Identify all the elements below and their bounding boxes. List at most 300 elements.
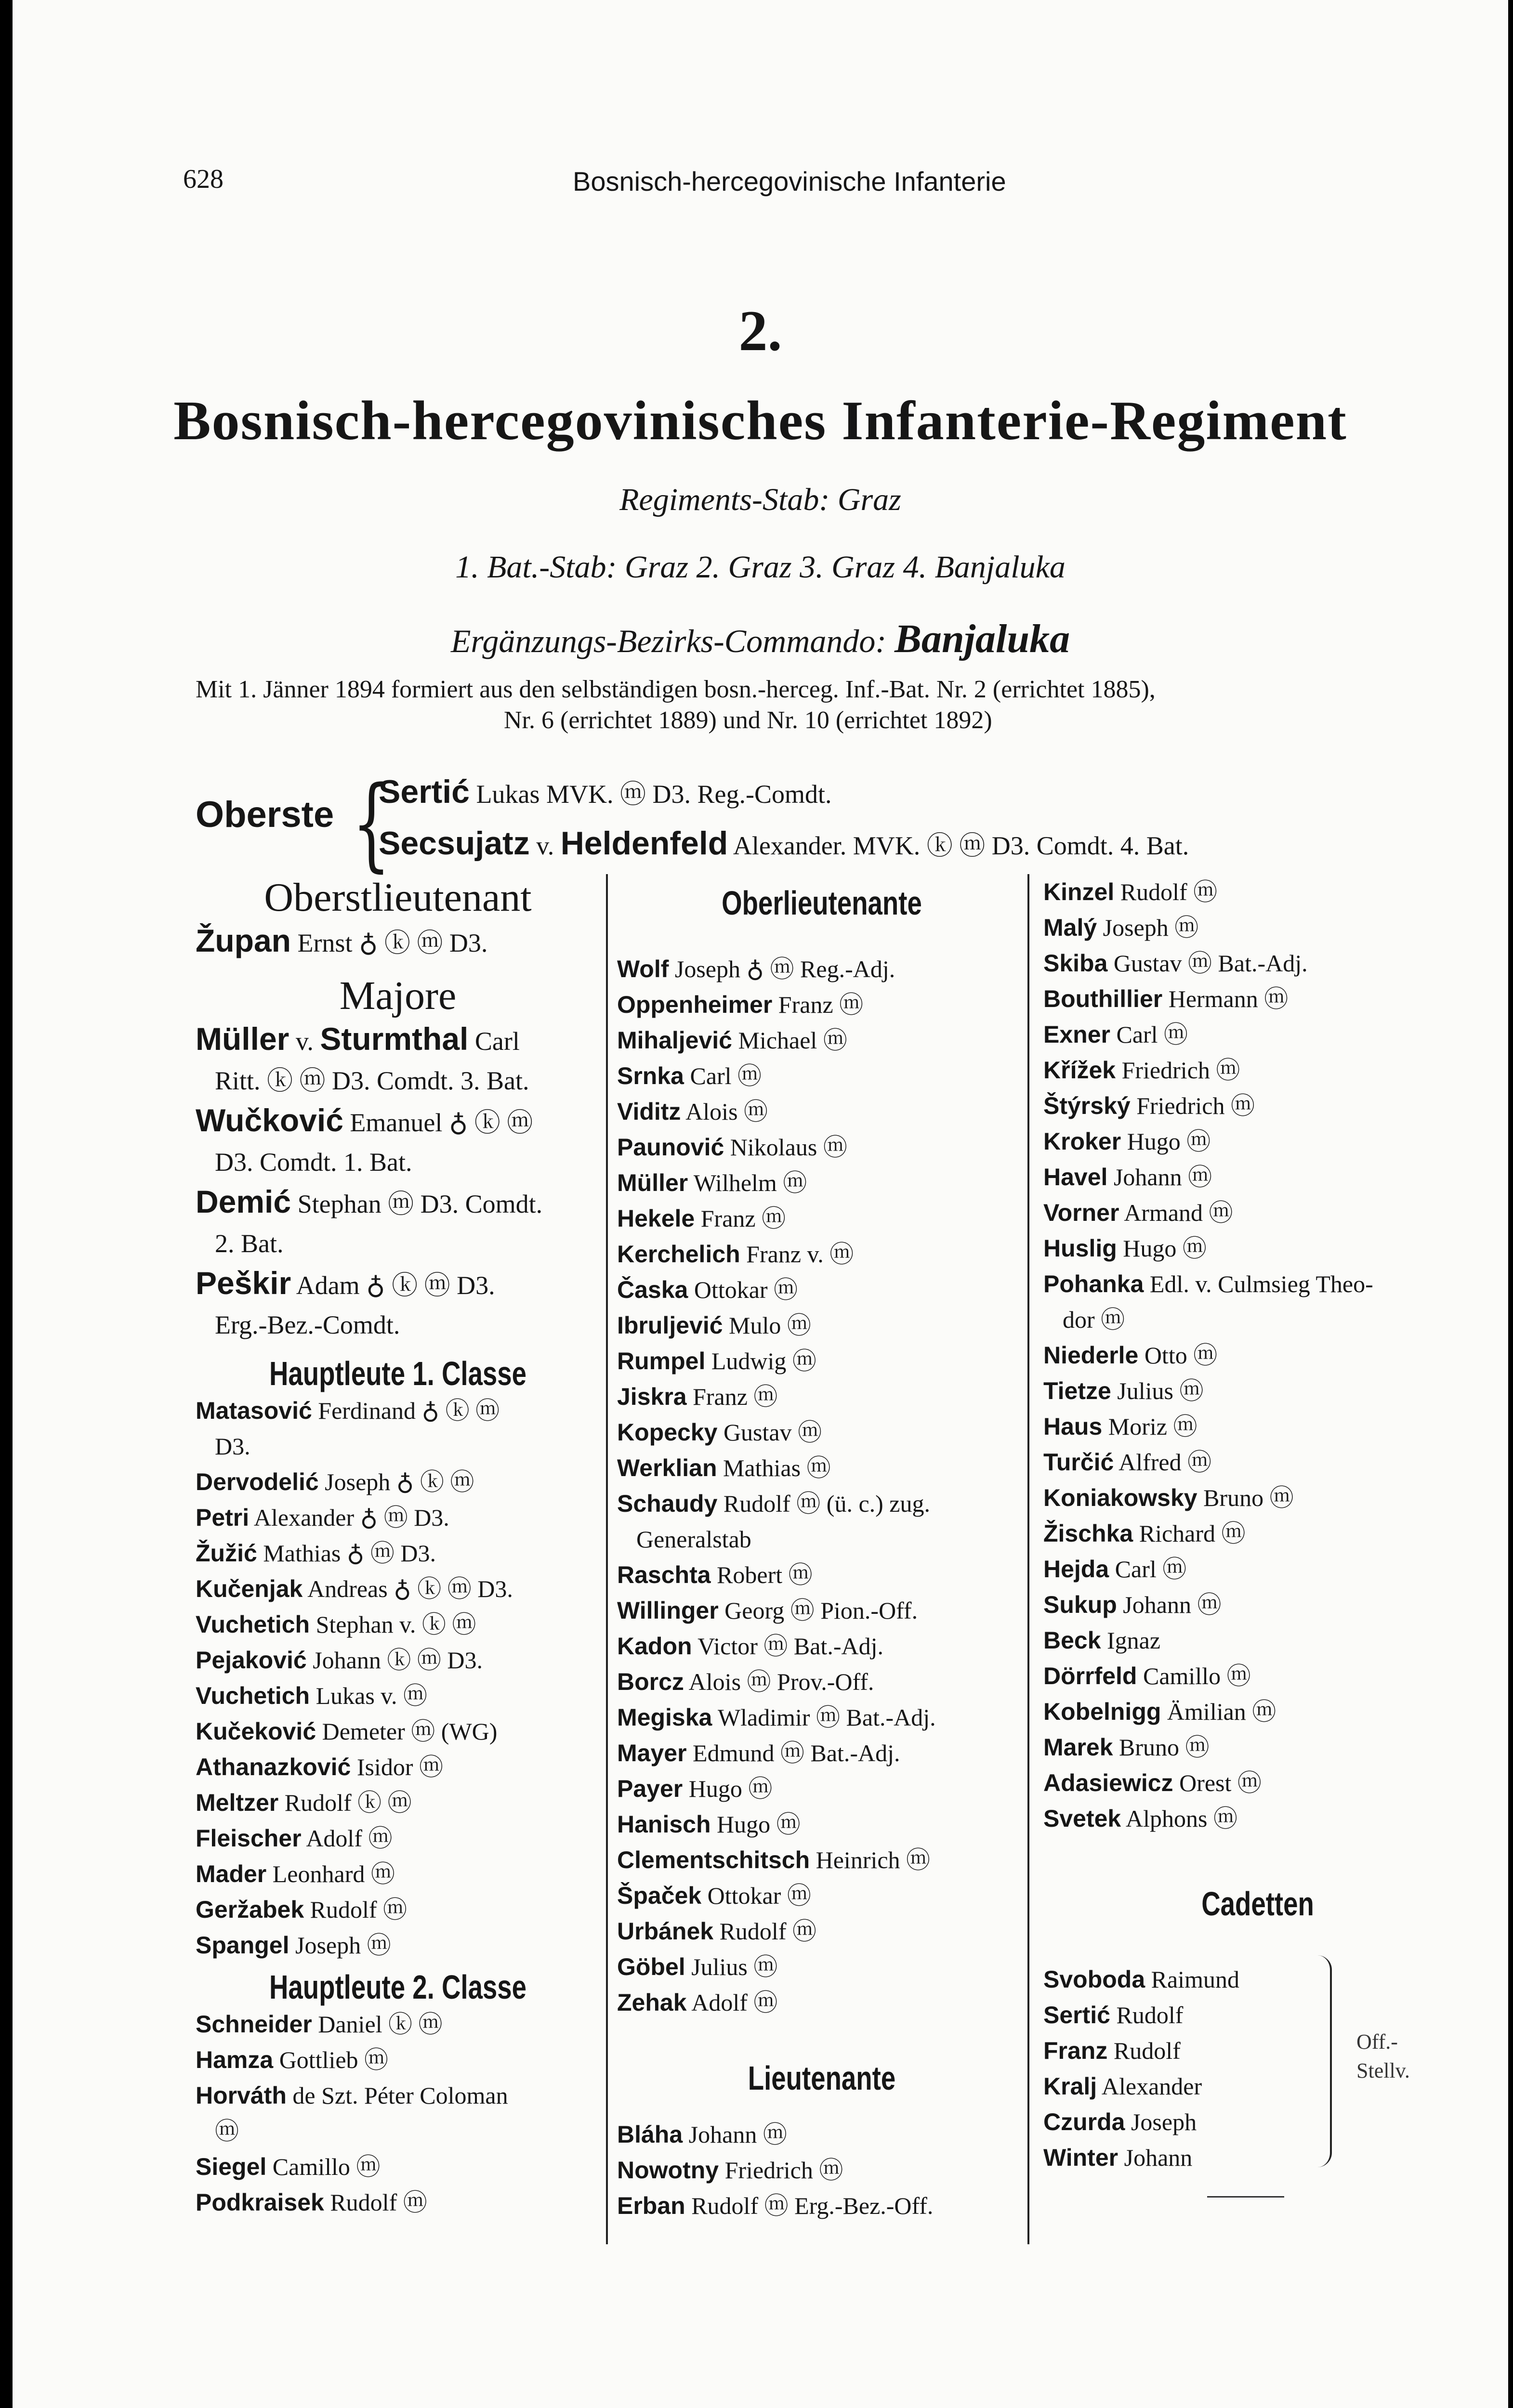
entry-name: Paunović <box>617 1134 724 1161</box>
document-page <box>13 0 1508 2408</box>
entry-name: Megiska <box>617 1704 712 1731</box>
heading-lieutenante: Lieutenante <box>748 2059 896 2097</box>
entry-name: Exner <box>1043 1021 1110 1048</box>
entry-name-2: Sturmthal <box>320 1021 469 1057</box>
entry-rest: Johann ⓜ <box>1113 1164 1212 1191</box>
running-header <box>13 164 1508 202</box>
entry-rest: Ferdinand ♁ ⓚ ⓜ <box>318 1397 500 1424</box>
column-divider-1 <box>606 874 608 2244</box>
entry-rest: Rudolf ⓜ <box>719 1918 816 1945</box>
entry-name: Winter <box>1043 2144 1118 2171</box>
list-item <box>1043 1516 1472 1551</box>
entry-rest: Michael ⓜ <box>738 1027 847 1054</box>
entry-name: Kadon <box>617 1633 692 1660</box>
list-item <box>617 1628 1026 1664</box>
list-item <box>1043 1801 1472 1836</box>
entry-name: Müller <box>196 1021 289 1057</box>
entry-rest: Richard ⓜ <box>1139 1520 1246 1547</box>
entry-rest: Hugo ⓜ <box>717 1811 801 1838</box>
entry-rest: Ernst ♁ ⓚ ⓜ D3. <box>297 929 488 957</box>
entry-rest: Camillo ⓜ <box>1143 1662 1251 1689</box>
list-item <box>617 1913 1026 1949</box>
entry-rest: Alexander ♁ ⓜ D3. <box>253 1504 449 1531</box>
list-item <box>617 1022 1026 1058</box>
entry-name: Kroker <box>1043 1128 1121 1155</box>
oberste-2-mid: v. <box>536 831 554 860</box>
oberste-entry-2 <box>379 824 1189 862</box>
entry-rest: Friedrich ⓜ <box>1136 1092 1255 1119</box>
entry-rest: Alexander <box>1101 2073 1202 2100</box>
entry-rest: Adam ♁ ⓚ ⓜ D3. <box>296 1271 495 1300</box>
erg-place: Banjaluka <box>894 616 1070 661</box>
entry-name: Svetek <box>1043 1805 1121 1832</box>
entry-rest: Wladimir ⓜ Bat.-Adj. <box>717 1704 936 1731</box>
list-item <box>196 1714 600 1749</box>
entry-name: Meltzer <box>196 1789 279 1816</box>
entry-name: Dervodelić <box>196 1468 319 1495</box>
entry-rest: Adolf ⓜ <box>691 1989 778 2016</box>
entry-name: Jiskra <box>617 1383 687 1410</box>
entry-mid: v. <box>295 1027 314 1056</box>
entry-name: Ibruljević <box>617 1312 723 1339</box>
list-item <box>1043 1765 1472 1801</box>
entry-rest: Camillo ⓜ <box>272 2153 381 2180</box>
list-item <box>1043 1962 1472 1997</box>
entry-rest: Rudolf ⓜ Erg.-Bez.-Off. <box>691 2192 934 2219</box>
list-item <box>196 2078 600 2113</box>
list-item <box>196 1607 600 1642</box>
list-item <box>1043 2104 1472 2140</box>
list-item <box>1043 1052 1472 1088</box>
list-item <box>1043 1195 1472 1230</box>
entry-name: Hejda <box>1043 1556 1109 1583</box>
entry-rest: Alois ⓜ Prov.-Off. <box>688 1668 874 1695</box>
list-item <box>196 2042 600 2078</box>
entry-name: Spangel <box>196 1932 289 1959</box>
entry-rest: dor ⓜ <box>1063 1306 1125 1333</box>
entry-name: Müller <box>617 1169 688 1196</box>
list-item <box>1043 1658 1472 1694</box>
list-item <box>196 1749 600 1785</box>
entry-demic <box>196 1182 600 1263</box>
column-2 <box>617 874 1026 2224</box>
entry-wuckovic <box>196 1100 600 1182</box>
entry-rest: Johann ⓚ ⓜ D3. <box>313 1647 483 1674</box>
entry-name: Peškir <box>196 1265 291 1301</box>
entry-rest: Rudolf ⓚ ⓜ <box>284 1789 412 1816</box>
entry-name: Zehak <box>617 1989 687 2016</box>
entry-rest: Franz ⓜ <box>700 1205 786 1232</box>
erg-bez-commando <box>13 615 1508 662</box>
entry-rest: Franz v. ⓜ <box>746 1241 854 1268</box>
list-item <box>1043 2140 1472 2175</box>
entry-rest: Mathias ⓜ <box>723 1454 831 1481</box>
entry-name: Hanisch <box>617 1811 711 1838</box>
entry-rest: Bruno ⓜ <box>1203 1484 1294 1511</box>
entry-rest: Rudolf <box>1116 2002 1184 2028</box>
list-item <box>196 1642 600 1678</box>
regiment-title: Bosnisch-hercegovinisches Infanterie-Regiment <box>173 390 1347 452</box>
entry-name: Fleischer <box>196 1825 302 1852</box>
list-item <box>1043 1088 1472 1124</box>
running-title: Bosnisch-hercegovinische Infanterie <box>573 166 1006 196</box>
entry-name: Adasiewicz <box>1043 1769 1173 1796</box>
list-item <box>196 1678 600 1714</box>
list-item <box>196 1571 600 1607</box>
entry-rest: Emanuel ♁ ⓚ ⓜ <box>350 1108 533 1137</box>
entry-rest: Friedrich ⓜ <box>1121 1057 1240 1084</box>
list-item <box>617 1308 1026 1343</box>
entry-name: Erban <box>617 2192 685 2219</box>
oberste-entry-1 <box>379 773 831 811</box>
entry-name: Geržabek <box>196 1896 304 1923</box>
entry-rest: Joseph <box>1131 2108 1197 2135</box>
entry-name: Bouthillier <box>1043 985 1163 1012</box>
entry-name: Kučenjak <box>196 1575 303 1602</box>
entry-name: Kerchelich <box>617 1241 740 1268</box>
list-item <box>617 1878 1026 1913</box>
note-line-1: Mit 1. Jänner 1894 formiert aus den selbständigen bosn.-herceg. Inf.-Bat. Nr. 2 (errichtet 1885), <box>196 676 1156 703</box>
entry-name: Srnka <box>617 1062 684 1089</box>
entry-name: Žischka <box>1043 1520 1133 1547</box>
column-divider-2 <box>1027 874 1029 2244</box>
entry-rest: Julius ⓜ <box>1117 1377 1204 1404</box>
entry-rest: Carl <box>474 1027 520 1056</box>
list-item <box>196 1820 600 1856</box>
list-item <box>617 1165 1026 1201</box>
oberste-1-name: Sertić <box>379 773 470 810</box>
cadetten-note-1: Off.- <box>1356 2030 1398 2054</box>
entry-name: Schneider <box>196 2011 312 2038</box>
list-item <box>1043 981 1472 1017</box>
bataillon-stab: 1. Bat.-Stab: Graz 2. Graz 3. Graz 4. Banjaluka <box>455 550 1066 585</box>
entry-rest: Ludwig ⓜ <box>711 1348 816 1374</box>
entry-name: Kralj <box>1043 2073 1097 2100</box>
entry-name: Křížek <box>1043 1057 1116 1084</box>
list-hauptleute-1 <box>196 1393 600 1963</box>
entry-name: Nowotny <box>617 2157 719 2184</box>
entry-name: Pohanka <box>1043 1270 1144 1297</box>
list-hauptleute-2 <box>196 2006 600 2220</box>
entry-rest: Franz ⓜ <box>778 991 864 1018</box>
list-item <box>617 951 1026 987</box>
entry-rest: Joseph ⓜ <box>295 1932 391 1959</box>
entry-name: Willinger <box>617 1597 719 1624</box>
entry-rest: Victor ⓜ Bat.-Adj. <box>697 1633 883 1660</box>
entry-rest: Rudolf ⓜ (ü. c.) zug. <box>723 1490 930 1517</box>
list-item <box>617 1771 1026 1806</box>
list-item <box>617 1985 1026 2020</box>
list-item <box>1043 1302 1472 1337</box>
heading-oberstlieutenant: Oberstlieutenant <box>264 875 532 920</box>
list-oberlieutenante <box>617 951 1026 2020</box>
entry-rest: Edmund ⓜ Bat.-Adj. <box>693 1740 900 1767</box>
list-item <box>617 1593 1026 1628</box>
entry-name: Wučković <box>196 1102 343 1138</box>
entry-name: Turčić <box>1043 1449 1114 1476</box>
entry-name: Kopecky <box>617 1419 718 1446</box>
list-item <box>1043 1409 1472 1444</box>
entry-rest: D3. <box>215 1433 250 1460</box>
entry-rest: Hugo ⓜ <box>1123 1235 1207 1262</box>
entry-name: Svoboda <box>1043 1966 1145 1993</box>
list-lieutenante-cont <box>1043 874 1472 1836</box>
entry-name: Kinzel <box>1043 878 1115 905</box>
entry-name: Mayer <box>617 1740 687 1767</box>
list-item <box>617 1949 1026 1985</box>
oberste-2-rest: Alexander. MVK. ⓚ ⓜ D3. Comdt. 4. Bat. <box>733 831 1189 860</box>
column-1 <box>196 874 600 2220</box>
heading-majore: Majore <box>339 973 457 1018</box>
entry-rest: Johann <box>1124 2144 1193 2171</box>
entry-name: Werklian <box>617 1454 717 1481</box>
entry-rest: Isidor ⓜ <box>356 1754 443 1780</box>
entry-name: Huslig <box>1043 1235 1117 1262</box>
entry-rest: Carl ⓜ <box>1115 1556 1187 1583</box>
entry-name: Mader <box>196 1860 267 1887</box>
entry-continuation: 2. Bat. <box>215 1229 284 1258</box>
entry-rest: de Szt. Péter Coloman <box>292 2082 508 2109</box>
entry-name: Sukup <box>1043 1591 1117 1618</box>
entry-rest: Rudolf ⓜ <box>330 2189 427 2216</box>
list-item <box>617 1414 1026 1450</box>
entry-rest: Otto ⓜ <box>1144 1342 1218 1369</box>
list-item <box>1043 1266 1472 1302</box>
list-item <box>617 1806 1026 1842</box>
cadetten-note <box>1356 2028 1410 2085</box>
list-item <box>617 1058 1026 1094</box>
list-item <box>1043 1230 1472 1266</box>
entry-rest: Hermann ⓜ <box>1168 985 1289 1012</box>
entry-rest: Carl ⓜ <box>690 1062 762 1089</box>
list-item <box>196 1428 600 1464</box>
entry-rest: Ignaz <box>1107 1627 1161 1654</box>
page-number: 628 <box>183 164 224 194</box>
entry-name: Payer <box>617 1775 683 1802</box>
entry-name: Demić <box>196 1184 291 1219</box>
list-item <box>1043 1444 1472 1480</box>
entry-rest: Friedrich ⓜ <box>724 2157 843 2184</box>
entry-rest: Demeter ⓜ (WG) <box>322 1718 498 1745</box>
entry-rest: Mulo ⓜ <box>729 1312 811 1339</box>
entry-name: Vuchetich <box>196 1682 310 1709</box>
entry-rest: Hugo ⓜ <box>688 1775 773 1802</box>
list-item <box>617 1842 1026 1878</box>
list-item <box>1043 1694 1472 1729</box>
heading-oberlieutenante: Oberlieutenante <box>722 884 922 922</box>
entry-name: Göbel <box>617 1953 685 1980</box>
entry-name: Wolf <box>617 955 669 982</box>
entry-rest: Carl ⓜ <box>1116 1021 1188 1048</box>
list-item <box>617 1129 1026 1165</box>
list-item <box>1043 1017 1472 1052</box>
entry-rest: Orest ⓜ <box>1179 1769 1262 1796</box>
entry-rest: Ottokar ⓜ <box>707 1882 811 1909</box>
entry-name: Pejaković <box>196 1647 307 1674</box>
list-item <box>1043 910 1472 945</box>
list-item <box>196 1393 600 1428</box>
entry-name: Beck <box>1043 1627 1101 1654</box>
entry-name: Vuchetich <box>196 1611 310 1638</box>
oberste-label: Oberste <box>196 794 334 835</box>
entry-name: Špaček <box>617 1882 702 1909</box>
entry-rest: Armand ⓜ <box>1124 1199 1233 1226</box>
list-item <box>1043 874 1472 910</box>
list-item <box>617 1379 1026 1414</box>
entry-name: Tietze <box>1043 1377 1111 1404</box>
list-item <box>196 1927 600 1963</box>
entry-rest: Rudolf ⓜ <box>310 1896 408 1923</box>
list-item <box>617 1664 1026 1700</box>
entry-name: Časka <box>617 1276 688 1303</box>
entry-mueller <box>196 1019 600 1100</box>
entry-name: Horváth <box>196 2082 287 2109</box>
list-item <box>617 1735 1026 1771</box>
note-line-2: Nr. 6 (errichtet 1889) und Nr. 10 (errichtet 1892) <box>504 707 992 734</box>
list-item <box>617 2152 1026 2188</box>
entry-name: Borcz <box>617 1668 684 1695</box>
entry-rest: Georg ⓜ Pion.-Off. <box>724 1597 918 1624</box>
entry-rest: ⓜ <box>215 2118 239 2145</box>
entry-zupan <box>196 921 600 963</box>
list-item <box>617 1700 1026 1735</box>
entry-continuation: Erg.-Bez.-Comdt. <box>215 1310 400 1339</box>
entry-name: Czurda <box>1043 2108 1125 2135</box>
entry-rest: Rudolf <box>1113 2037 1181 2064</box>
list-item <box>617 1450 1026 1486</box>
entry-rest: Joseph ⓜ <box>1103 914 1199 941</box>
heading-hauptleute-1: Hauptleute 1. Classe <box>269 1355 527 1392</box>
oberste-2-name: Secsujatz <box>379 825 530 862</box>
entry-name: Franz <box>1043 2037 1108 2064</box>
list-item <box>196 2113 600 2149</box>
entry-rest: Joseph ♁ ⓚ ⓜ <box>325 1468 474 1495</box>
list-item <box>1043 1480 1472 1516</box>
entry-rest: Alfred ⓜ <box>1118 1449 1212 1476</box>
entry-name: Župan <box>196 923 291 958</box>
entry-name: Žužić <box>196 1540 257 1567</box>
entry-name: Haus <box>1043 1413 1103 1440</box>
cadetten-brace <box>1316 1955 1332 2167</box>
entry-name: Oppenheimer <box>617 991 773 1018</box>
list-item <box>1043 1587 1472 1623</box>
formation-note <box>196 674 1496 736</box>
list-item <box>196 1535 600 1571</box>
regiments-stab: Regiments-Stab: Graz <box>619 482 901 517</box>
entry-rest: Gustav ⓜ <box>723 1419 822 1446</box>
oberste-1-rest: Lukas MVK. ⓜ D3. Reg.-Comdt. <box>476 780 832 809</box>
entry-rest: Wilhelm ⓜ <box>693 1169 807 1196</box>
entry-rest: Stephan ⓜ D3. Comdt. <box>297 1190 543 1218</box>
entry-rest: Andreas ♁ ⓚ ⓜ D3. <box>307 1575 513 1602</box>
list-item <box>196 1856 600 1892</box>
entry-name: Raschta <box>617 1561 711 1588</box>
entry-name: Hekele <box>617 1205 695 1232</box>
entry-name: Petri <box>196 1504 250 1531</box>
entry-rest: Heinrich ⓜ <box>816 1846 931 1873</box>
list-item <box>617 1272 1026 1308</box>
list-item <box>617 1201 1026 1236</box>
entry-name: Skiba <box>1043 950 1108 977</box>
entry-rest: Alois ⓜ <box>685 1098 768 1125</box>
entry-name: Štýrský <box>1043 1092 1131 1119</box>
entry-name: Urbánek <box>617 1918 714 1945</box>
entry-name: Rumpel <box>617 1348 706 1374</box>
entry-name: Hamza <box>196 2046 274 2073</box>
list-lieutenante <box>617 2117 1026 2224</box>
list-item <box>617 2188 1026 2224</box>
entry-rest: Adolf ⓜ <box>306 1825 393 1852</box>
list-item <box>1043 1729 1472 1765</box>
entry-rest: Bruno ⓜ <box>1119 1734 1210 1761</box>
oberste-2-name2: Heldenfeld <box>560 825 728 862</box>
regiment-number: 2. <box>738 299 782 363</box>
entry-name: Bláha <box>617 2121 683 2148</box>
entry-peskir <box>196 1263 600 1345</box>
entry-rest: Stephan v. ⓚ ⓜ <box>316 1611 476 1638</box>
entry-name: Mihaljević <box>617 1027 732 1054</box>
entry-name: Matasović <box>196 1397 312 1424</box>
entry-name: Podkraisek <box>196 2189 324 2216</box>
list-item <box>617 1521 1026 1557</box>
entry-rest: Gottlieb ⓜ <box>279 2046 389 2073</box>
entry-name: Siegel <box>196 2153 267 2180</box>
list-item <box>196 1785 600 1820</box>
entry-rest: Johann ⓜ <box>1123 1591 1222 1618</box>
entry-rest: Generalstab <box>636 1526 751 1553</box>
list-item <box>196 1464 600 1500</box>
heading-cadetten: Cadetten <box>1201 1885 1314 1923</box>
entry-name: Viditz <box>617 1098 681 1125</box>
list-item <box>617 1236 1026 1272</box>
end-dash <box>1207 2196 1284 2198</box>
list-item <box>1043 1159 1472 1195</box>
entry-name: Marek <box>1043 1734 1113 1761</box>
entry-rest: Robert ⓜ <box>717 1561 813 1588</box>
list-item <box>1043 1623 1472 1658</box>
column-3 <box>1043 874 1472 2175</box>
entry-rest: Leonhard ⓜ <box>272 1860 395 1887</box>
list-item <box>1043 1337 1472 1373</box>
entry-rest: Rudolf ⓜ <box>1120 878 1218 905</box>
entry-name: Malý <box>1043 914 1097 941</box>
entry-rest: Raimund <box>1151 1966 1239 1993</box>
entry-name: Havel <box>1043 1164 1108 1191</box>
entry-rest: Alphons ⓜ <box>1125 1805 1237 1832</box>
entry-rest: Joseph ♁ ⓜ Reg.-Adj. <box>674 955 895 982</box>
entry-rest: Daniel ⓚ ⓜ <box>318 2011 443 2038</box>
list-item <box>617 1094 1026 1129</box>
entry-rest: Edl. v. Culmsieg Theo- <box>1149 1270 1373 1297</box>
list-item <box>1043 1551 1472 1587</box>
list-item <box>196 1892 600 1927</box>
list-item <box>1043 1124 1472 1159</box>
entry-name: Niederle <box>1043 1342 1139 1369</box>
list-item <box>617 987 1026 1022</box>
entry-rest: Franz ⓜ <box>693 1383 778 1410</box>
entry-name: Athanazković <box>196 1754 351 1780</box>
list-item <box>617 1343 1026 1379</box>
list-item <box>196 2006 600 2042</box>
list-item <box>617 1557 1026 1593</box>
entry-continuation: D3. Comdt. 1. Bat. <box>215 1148 412 1177</box>
entry-rest: Mathias ♁ ⓜ D3. <box>263 1540 436 1567</box>
entry-name: Vorner <box>1043 1199 1119 1226</box>
entry-name: Schaudy <box>617 1490 718 1517</box>
entry-rest: Moriz ⓜ <box>1108 1413 1197 1440</box>
entry-name: Clementschitsch <box>617 1846 810 1873</box>
entry-rest: Nikolaus ⓜ <box>730 1134 847 1161</box>
